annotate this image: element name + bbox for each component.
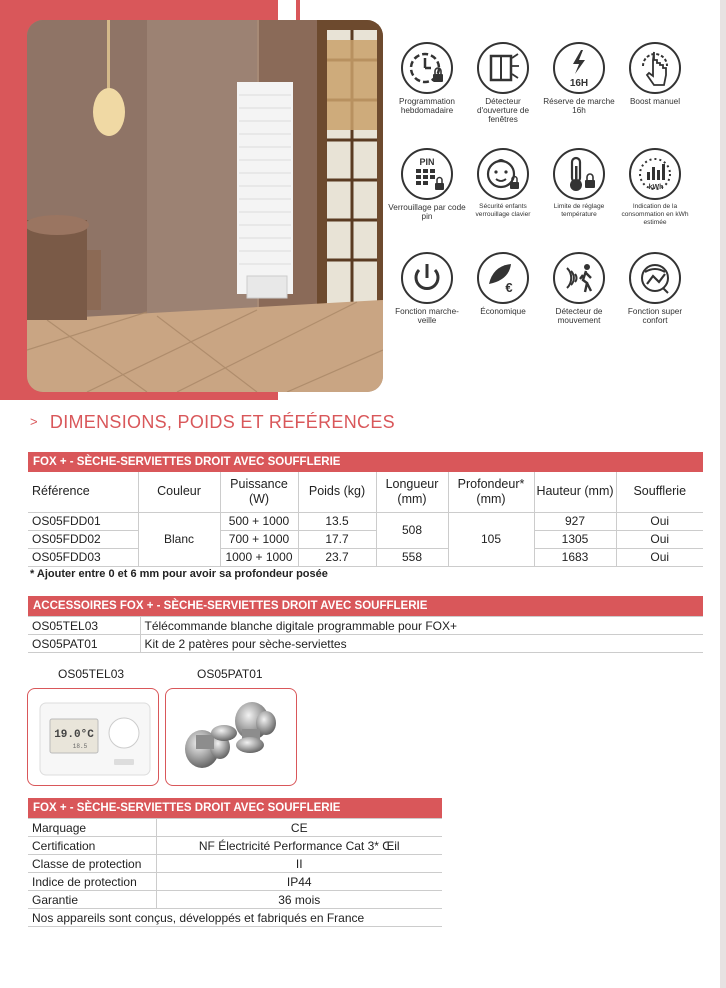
- remote-control-image: [27, 688, 159, 786]
- cell-weight: 13.5: [298, 512, 376, 530]
- col-header: Couleur: [138, 472, 220, 512]
- cell-fan: Oui: [616, 512, 703, 530]
- cell-power: 700 + 1000: [220, 530, 298, 548]
- cell-height: 927: [534, 512, 616, 530]
- table-row: [28, 548, 703, 566]
- table-row: [28, 819, 442, 837]
- cell-ref: OS05FDD01: [28, 512, 138, 530]
- col-header: Soufflerie: [616, 472, 703, 512]
- spec-value: NF Électricité Performance Cat 3* Œil: [156, 837, 442, 855]
- feature-economic: [464, 252, 542, 316]
- feature-manual-boost: [616, 42, 694, 106]
- cell-desc: Kit de 2 patères pour sèche-serviettes: [140, 635, 703, 653]
- col-header: Poids (kg): [298, 472, 376, 512]
- made-in-france-note: Nos appareils sont conçus, développés et fabriqués en France: [28, 909, 442, 927]
- section-title-text: DIMENSIONS, POIDS ET RÉFÉRENCES: [49, 412, 395, 432]
- table-title: ACCESSOIRES FOX + - SÈCHE-SERVIETTES DROIT AVEC SOUFFLERIE: [28, 596, 703, 616]
- feature-label: Détecteur d'ouverture de fenêtres: [476, 97, 530, 125]
- window-sensor-icon: [477, 42, 529, 94]
- motion-sensor-icon: [553, 252, 605, 304]
- table-row: [28, 855, 442, 873]
- feature-label: Sécurité enfants verrouillage clavier: [475, 203, 531, 218]
- feature-super-comfort: [616, 252, 694, 325]
- table-title: FOX + - SÈCHE-SERVIETTES DROIT AVEC SOUFFLERIE: [28, 452, 703, 472]
- cell-fan: Oui: [616, 530, 703, 548]
- cell-weight: 23.7: [298, 548, 376, 566]
- spec-value: CE: [156, 819, 442, 837]
- spec-value: IP44: [156, 873, 442, 891]
- col-header: Puissance (W): [220, 472, 298, 512]
- power-icon: [401, 252, 453, 304]
- accessories-table: [28, 596, 703, 653]
- cell-ref: OS05FDD02: [28, 530, 138, 548]
- reserve-16h-icon: [553, 42, 605, 94]
- pin-lock-icon: [401, 148, 453, 200]
- dimensions-table: [28, 452, 703, 567]
- table-header-row: [28, 472, 703, 512]
- spec-key: Certification: [28, 837, 156, 855]
- table-row: [28, 512, 703, 530]
- feature-label: Fonction marche-veille: [395, 307, 459, 326]
- svg-text:18.5: 18.5: [72, 743, 88, 750]
- feature-motion-detector: [540, 252, 618, 325]
- feature-label: Programmation hebdomadaire: [399, 97, 455, 116]
- super-comfort-icon: [629, 252, 681, 304]
- feature-label: Limite de réglage température: [553, 203, 605, 218]
- cell-ref: OS05FDD03: [28, 548, 138, 566]
- depth-footnote: * Ajouter entre 0 et 6 mm pour avoir sa profondeur posée: [30, 568, 328, 580]
- cell-power: 1000 + 1000: [220, 548, 298, 566]
- cell-ref: OS05PAT01: [28, 635, 140, 653]
- feature-child-lock: [464, 148, 542, 219]
- col-header: Référence: [28, 472, 138, 512]
- spec-key: Garantie: [28, 891, 156, 909]
- boost-hand-icon: [629, 42, 681, 94]
- product-photo: [27, 20, 383, 392]
- page-edge-strip: [720, 0, 726, 988]
- chevron-right-icon: >: [30, 414, 38, 429]
- table-row: [28, 873, 442, 891]
- feature-window-detector: [464, 42, 542, 125]
- cell-power: 500 + 1000: [220, 512, 298, 530]
- svg-text:PIN: PIN: [419, 157, 435, 167]
- feature-temperature-limit: [540, 148, 618, 219]
- specifications-table: [28, 798, 442, 927]
- cell-weight: 17.7: [298, 530, 376, 548]
- feature-label: Indication de la consommation en kWh estimée: [621, 203, 689, 226]
- product-label: OS05TEL03: [58, 667, 125, 681]
- feature-label: Fonction super confort: [627, 307, 683, 326]
- table-row: [28, 635, 703, 653]
- feature-reserve-16h: [540, 42, 618, 115]
- spec-value: 36 mois: [156, 891, 442, 909]
- col-header: Hauteur (mm): [534, 472, 616, 512]
- table-row: [28, 891, 442, 909]
- svg-text:19.0°C: 19.0°C: [54, 729, 94, 741]
- child-lock-icon: [477, 148, 529, 200]
- cell-fan: Oui: [616, 548, 703, 566]
- feature-pin-lock: [388, 148, 466, 221]
- cell-color: Blanc: [138, 512, 220, 566]
- cell-ref: OS05TEL03: [28, 617, 140, 635]
- kwh-meter-icon: [629, 148, 681, 200]
- spec-key: Indice de protection: [28, 873, 156, 891]
- spec-value: II: [156, 855, 442, 873]
- feature-on-standby: [388, 252, 466, 325]
- spec-key: Marquage: [28, 819, 156, 837]
- svg-text:€: €: [505, 280, 513, 295]
- feature-label: Économique: [480, 307, 526, 316]
- table-title: FOX + - SÈCHE-SERVIETTES DROIT AVEC SOUFFLERIE: [28, 798, 442, 818]
- feature-label: Boost manuel: [629, 97, 681, 106]
- thermometer-lock-icon: [553, 148, 605, 200]
- cell-length: 558: [376, 548, 448, 566]
- table-row: [28, 837, 442, 855]
- feature-weekly-programming: [388, 42, 466, 115]
- table-row: [28, 909, 442, 927]
- euro-leaf-icon: [477, 252, 529, 304]
- col-header: Longueur (mm): [376, 472, 448, 512]
- feature-label: Réserve de marche 16h: [543, 97, 615, 116]
- feature-label: Détecteur de mouvement: [555, 307, 603, 326]
- red-accent-line: [296, 0, 300, 22]
- cell-length: 508: [376, 512, 448, 548]
- table-row: [28, 530, 703, 548]
- col-header: Profondeur* (mm): [448, 472, 534, 512]
- hooks-kit-image: [165, 688, 297, 786]
- cell-height: 1683: [534, 548, 616, 566]
- product-label: OS05PAT01: [197, 667, 263, 681]
- section-title: [30, 412, 395, 433]
- table-row: [28, 617, 703, 635]
- feature-kwh-indication: [616, 148, 694, 227]
- svg-text:kWh: kWh: [648, 184, 664, 191]
- cell-depth: 105: [448, 512, 534, 566]
- cell-desc: Télécommande blanche digitale programmable pour FOX+: [140, 617, 703, 635]
- spec-key: Classe de protection: [28, 855, 156, 873]
- svg-text:16H: 16H: [569, 78, 589, 89]
- clock-lock-icon: [401, 42, 453, 94]
- cell-height: 1305: [534, 530, 616, 548]
- feature-label: Verrouillage par code pin: [388, 203, 466, 222]
